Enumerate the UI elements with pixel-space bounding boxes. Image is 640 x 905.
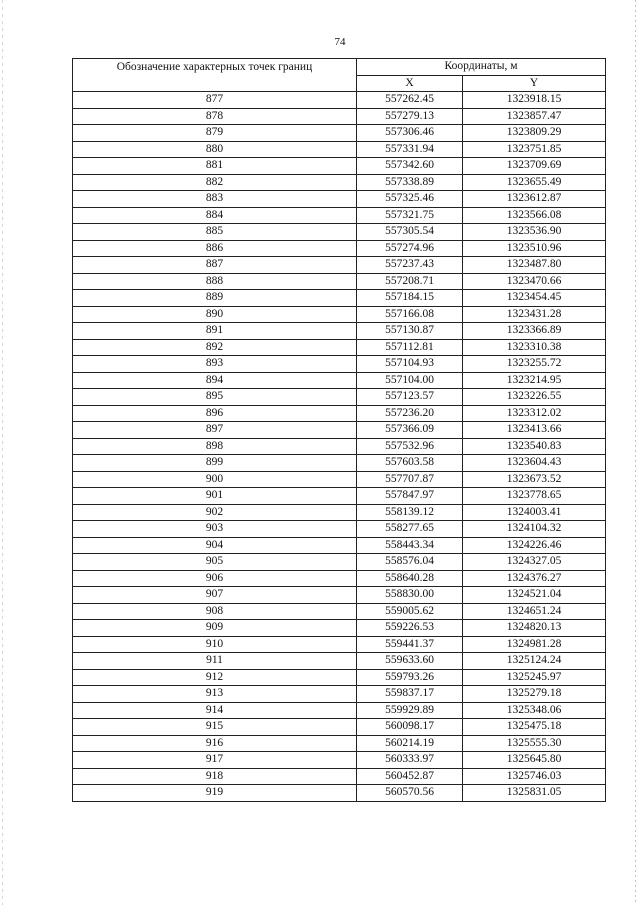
table-row [73,405,606,422]
x-coordinate-cell: 557306.46 [357,125,463,142]
x-coordinate-cell: 557104.00 [357,372,463,389]
header-point-designation: Обозначение характерных точек границ [73,59,357,92]
x-coordinate-cell: 557104.93 [357,356,463,373]
scan-edge-right [635,0,636,905]
x-coordinate-cell: 557274.96 [357,240,463,257]
y-coordinate-cell: 1324003.41 [463,504,606,521]
y-coordinate-cell: 1323655.49 [463,174,606,191]
table-row [73,752,606,769]
table-row [73,422,606,439]
x-coordinate-cell: 557321.75 [357,207,463,224]
table-row [73,158,606,175]
y-coordinate-cell: 1325475.18 [463,719,606,736]
point-cell: 907 [73,587,357,604]
y-coordinate-cell: 1323255.72 [463,356,606,373]
y-coordinate-cell: 1323857.47 [463,108,606,125]
table-row [73,92,606,109]
point-cell: 912 [73,669,357,686]
point-cell: 885 [73,224,357,241]
x-coordinate-cell: 560570.56 [357,785,463,802]
x-coordinate-cell: 557342.60 [357,158,463,175]
point-cell: 896 [73,405,357,422]
y-coordinate-cell: 1323540.83 [463,438,606,455]
y-coordinate-cell: 1323310.38 [463,339,606,356]
table-row [73,339,606,356]
table-row [73,785,606,802]
y-coordinate-cell: 1324651.24 [463,603,606,620]
x-coordinate-cell: 558640.28 [357,570,463,587]
point-cell: 915 [73,719,357,736]
header-y: Y [463,75,606,92]
table-row [73,702,606,719]
x-coordinate-cell: 559226.53 [357,620,463,637]
table-row [73,504,606,521]
table-row [73,207,606,224]
x-coordinate-cell: 558139.12 [357,504,463,521]
page-number: 74 [334,36,346,48]
x-coordinate-cell: 558443.34 [357,537,463,554]
y-coordinate-cell: 1325245.97 [463,669,606,686]
point-cell: 906 [73,570,357,587]
y-coordinate-cell: 1325555.30 [463,735,606,752]
table-row [73,768,606,785]
point-cell: 884 [73,207,357,224]
table-row [73,686,606,703]
x-coordinate-cell: 557112.81 [357,339,463,356]
x-coordinate-cell: 557305.54 [357,224,463,241]
point-cell: 878 [73,108,357,125]
y-coordinate-cell: 1325348.06 [463,702,606,719]
point-cell: 898 [73,438,357,455]
point-cell: 917 [73,752,357,769]
scan-edge-left [2,0,3,905]
table-row [73,372,606,389]
y-coordinate-cell: 1323366.89 [463,323,606,340]
y-coordinate-cell: 1323454.45 [463,290,606,307]
point-cell: 877 [73,92,357,109]
x-coordinate-cell: 558576.04 [357,554,463,571]
x-coordinate-cell: 557208.71 [357,273,463,290]
x-coordinate-cell: 559633.60 [357,653,463,670]
x-coordinate-cell: 557236.20 [357,405,463,422]
x-coordinate-cell: 559441.37 [357,636,463,653]
header-x: X [357,75,463,92]
table-row [73,438,606,455]
x-coordinate-cell: 557166.08 [357,306,463,323]
x-coordinate-cell: 557325.46 [357,191,463,208]
table-row [73,191,606,208]
coordinates-table-body [73,92,606,802]
point-cell: 892 [73,339,357,356]
y-coordinate-cell: 1324226.46 [463,537,606,554]
point-cell: 887 [73,257,357,274]
point-cell: 895 [73,389,357,406]
y-coordinate-cell: 1325124.24 [463,653,606,670]
table-row [73,273,606,290]
x-coordinate-cell: 557532.96 [357,438,463,455]
y-coordinate-cell: 1323510.96 [463,240,606,257]
table-row [73,257,606,274]
y-coordinate-cell: 1324104.32 [463,521,606,538]
y-coordinate-cell: 1325746.03 [463,768,606,785]
y-coordinate-cell: 1324820.13 [463,620,606,637]
point-cell: 897 [73,422,357,439]
y-coordinate-cell: 1323487.80 [463,257,606,274]
x-coordinate-cell: 558830.00 [357,587,463,604]
table-row [73,719,606,736]
x-coordinate-cell: 557338.89 [357,174,463,191]
point-cell: 911 [73,653,357,670]
y-coordinate-cell: 1323470.66 [463,273,606,290]
y-coordinate-cell: 1324981.28 [463,636,606,653]
table-row [73,290,606,307]
point-cell: 910 [73,636,357,653]
table-row [73,587,606,604]
header-coordinates: Координаты, м [357,59,606,76]
y-coordinate-cell: 1323413.66 [463,422,606,439]
table-row [73,488,606,505]
point-cell: 891 [73,323,357,340]
point-cell: 881 [73,158,357,175]
table-row [73,735,606,752]
x-coordinate-cell: 559929.89 [357,702,463,719]
point-cell: 908 [73,603,357,620]
y-coordinate-cell: 1323431.28 [463,306,606,323]
table-row [73,620,606,637]
x-coordinate-cell: 557331.94 [357,141,463,158]
y-coordinate-cell: 1325831.05 [463,785,606,802]
table-row [73,669,606,686]
x-coordinate-cell: 559005.62 [357,603,463,620]
point-cell: 919 [73,785,357,802]
point-cell: 888 [73,273,357,290]
y-coordinate-cell: 1325279.18 [463,686,606,703]
table-row [73,653,606,670]
y-coordinate-cell: 1323612.87 [463,191,606,208]
y-coordinate-cell: 1324521.04 [463,587,606,604]
x-coordinate-cell: 560333.97 [357,752,463,769]
x-coordinate-cell: 557123.57 [357,389,463,406]
x-coordinate-cell: 557130.87 [357,323,463,340]
point-cell: 899 [73,455,357,472]
table-row [73,125,606,142]
table-row [73,356,606,373]
point-cell: 902 [73,504,357,521]
point-cell: 901 [73,488,357,505]
point-cell: 894 [73,372,357,389]
y-coordinate-cell: 1324376.27 [463,570,606,587]
point-cell: 900 [73,471,357,488]
point-cell: 909 [73,620,357,637]
coordinates-table [72,58,606,802]
table-row [73,174,606,191]
table-row [73,108,606,125]
point-cell: 879 [73,125,357,142]
table-row [73,306,606,323]
table-row [73,570,606,587]
x-coordinate-cell: 557237.43 [357,257,463,274]
table-row [73,323,606,340]
x-coordinate-cell: 557279.13 [357,108,463,125]
x-coordinate-cell: 557707.87 [357,471,463,488]
x-coordinate-cell: 559793.26 [357,669,463,686]
table-row [73,455,606,472]
y-coordinate-cell: 1323604.43 [463,455,606,472]
table-row [73,389,606,406]
y-coordinate-cell: 1323809.29 [463,125,606,142]
x-coordinate-cell: 558277.65 [357,521,463,538]
y-coordinate-cell: 1323673.52 [463,471,606,488]
x-coordinate-cell: 559837.17 [357,686,463,703]
point-cell: 914 [73,702,357,719]
table-row [73,554,606,571]
point-cell: 918 [73,768,357,785]
table-row [73,636,606,653]
x-coordinate-cell: 557262.45 [357,92,463,109]
table-row [73,141,606,158]
point-cell: 886 [73,240,357,257]
y-coordinate-cell: 1323778.65 [463,488,606,505]
x-coordinate-cell: 560452.87 [357,768,463,785]
point-cell: 913 [73,686,357,703]
y-coordinate-cell: 1323566.08 [463,207,606,224]
point-cell: 882 [73,174,357,191]
point-cell: 893 [73,356,357,373]
y-coordinate-cell: 1323312.02 [463,405,606,422]
point-cell: 883 [73,191,357,208]
point-cell: 889 [73,290,357,307]
table-row [73,240,606,257]
point-cell: 903 [73,521,357,538]
y-coordinate-cell: 1323709.69 [463,158,606,175]
table-row [73,224,606,241]
y-coordinate-cell: 1323226.55 [463,389,606,406]
y-coordinate-cell: 1323918.15 [463,92,606,109]
x-coordinate-cell: 557184.15 [357,290,463,307]
y-coordinate-cell: 1324327.05 [463,554,606,571]
x-coordinate-cell: 560214.19 [357,735,463,752]
y-coordinate-cell: 1325645.80 [463,752,606,769]
x-coordinate-cell: 557847.97 [357,488,463,505]
point-cell: 890 [73,306,357,323]
x-coordinate-cell: 560098.17 [357,719,463,736]
point-cell: 880 [73,141,357,158]
table-row [73,471,606,488]
x-coordinate-cell: 557603.58 [357,455,463,472]
point-cell: 904 [73,537,357,554]
table-row [73,521,606,538]
table-row [73,537,606,554]
y-coordinate-cell: 1323214.95 [463,372,606,389]
point-cell: 916 [73,735,357,752]
table-row [73,603,606,620]
x-coordinate-cell: 557366.09 [357,422,463,439]
y-coordinate-cell: 1323751.85 [463,141,606,158]
y-coordinate-cell: 1323536.90 [463,224,606,241]
point-cell: 905 [73,554,357,571]
